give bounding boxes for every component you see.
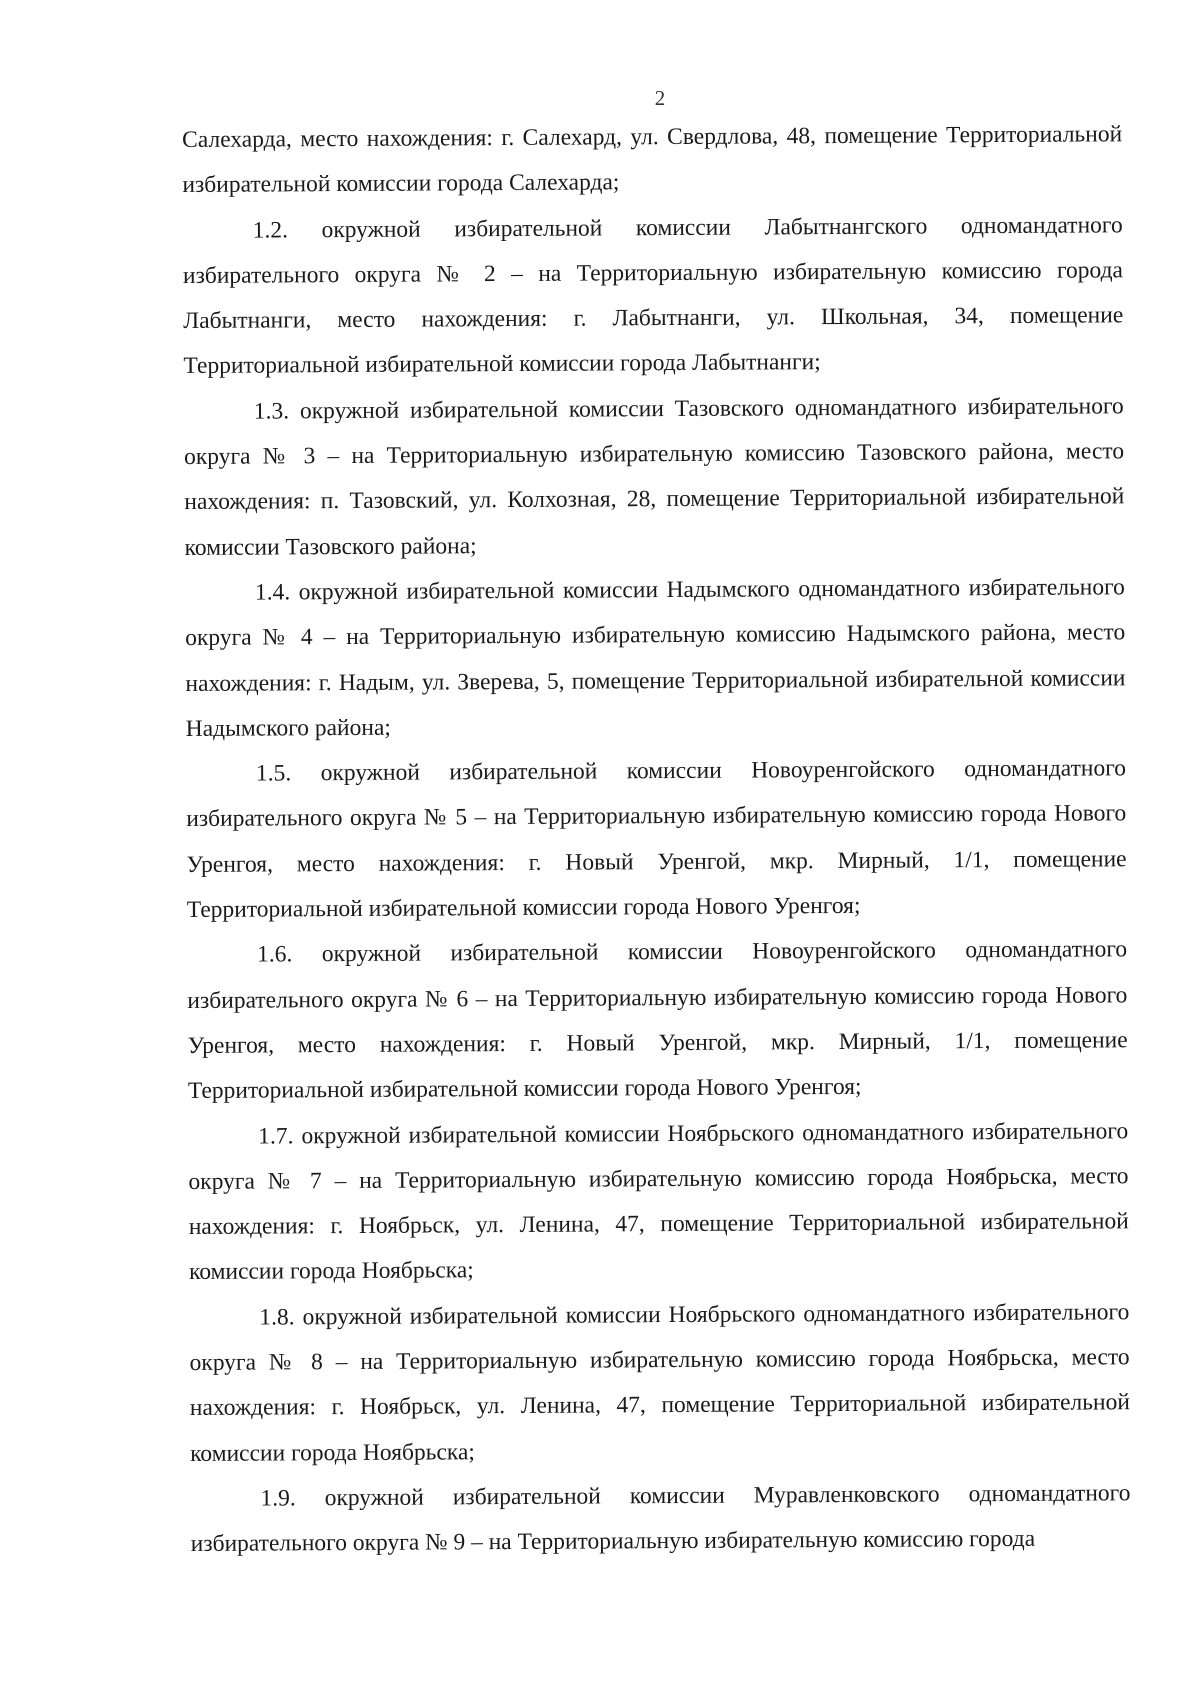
paragraph-item-1-7: 1.7. окружной избирательной комиссии Ноябрьского одномандатного избирательного округа № 7 – на Территориальную избирательную комиссию города Ноябрьска, место нахождения: г. Ноябрьск, ул. Ленина, 47, помещение Территориальной избирательной комиссии города Ноябрьска; (188, 1117, 1129, 1286)
paragraph-item-1-6: 1.6. окружной избирательной комиссии Новоуренгойского одномандатного избирательного округа № 6 – на Территориальную избирательную комиссию города Нового Уренгоя, место нахождения: г. Новый Уренгой, мкр. Мирный, 1/1, помещение Территориальной избирательной комиссии города Нового Уренгоя; (187, 936, 1128, 1105)
paragraph-item-1-5: 1.5. окружной избирательной комиссии Новоуренгойского одномандатного избирательного округа № 5 – на Территориальную избирательную комиссию города Нового Уренгоя, место нахождения: г. Новый Уренгой, мкр. Мирный, 1/1, помещение Территориальной избирательной комиссии города Нового Уренгоя; (186, 755, 1127, 924)
paragraph-item-1-9: 1.9. окружной избирательной комиссии Муравленковского одномандатного избирательного округа № 9 – на Территориальную избирательную комиссию города (190, 1480, 1131, 1558)
paragraph-continuation: Салехарда, место нахождения: г. Салехард, ул. Свердлова, 48, помещение Территориальной избирательной комиссии города Салехарда; (182, 121, 1123, 199)
paragraph-item-1-4: 1.4. окружной избирательной комиссии Надымского одномандатного избирательного округа № 4 – на Территориальную избирательную комиссию Надымского района, место нахождения: г. Надым, ул. Зверева, 5, помещение Территориальной избирательной комиссии Надымского района; (185, 574, 1126, 742)
document-body (182, 112, 1131, 1567)
paragraph-item-1-2: 1.2. окружной избирательной комиссии Лабытнангского одномандатного избирательного округа № 2 – на Территориальную избирательную комиссию города Лабытнанги, место нахождения: г. Лабытнанги, ул. Школьная, 34, помещение Территориальной избирательной комиссии города Лабытнанги; (182, 211, 1124, 380)
paragraph-item-1-8: 1.8. окружной избирательной комиссии Ноябрьского одномандатного избирательного округа № 8 – на Территориальную избирательную комиссию города Ноябрьска, место нахождения: г. Ноябрьск, ул. Ленина, 47, помещение Территориальной избирательной комиссии города Ноябрьска; (189, 1298, 1130, 1467)
page-number: 2 (654, 86, 666, 110)
paragraph-item-1-3: 1.3. окружной избирательной комиссии Тазовского одномандатного избирательного округа № 3 – на Территориальную избирательную комиссию Тазовского района, место нахождения: п. Тазовский, ул. Колхозная, 28, помещение Территориальной избирательной комиссии Тазовского района; (183, 393, 1125, 561)
